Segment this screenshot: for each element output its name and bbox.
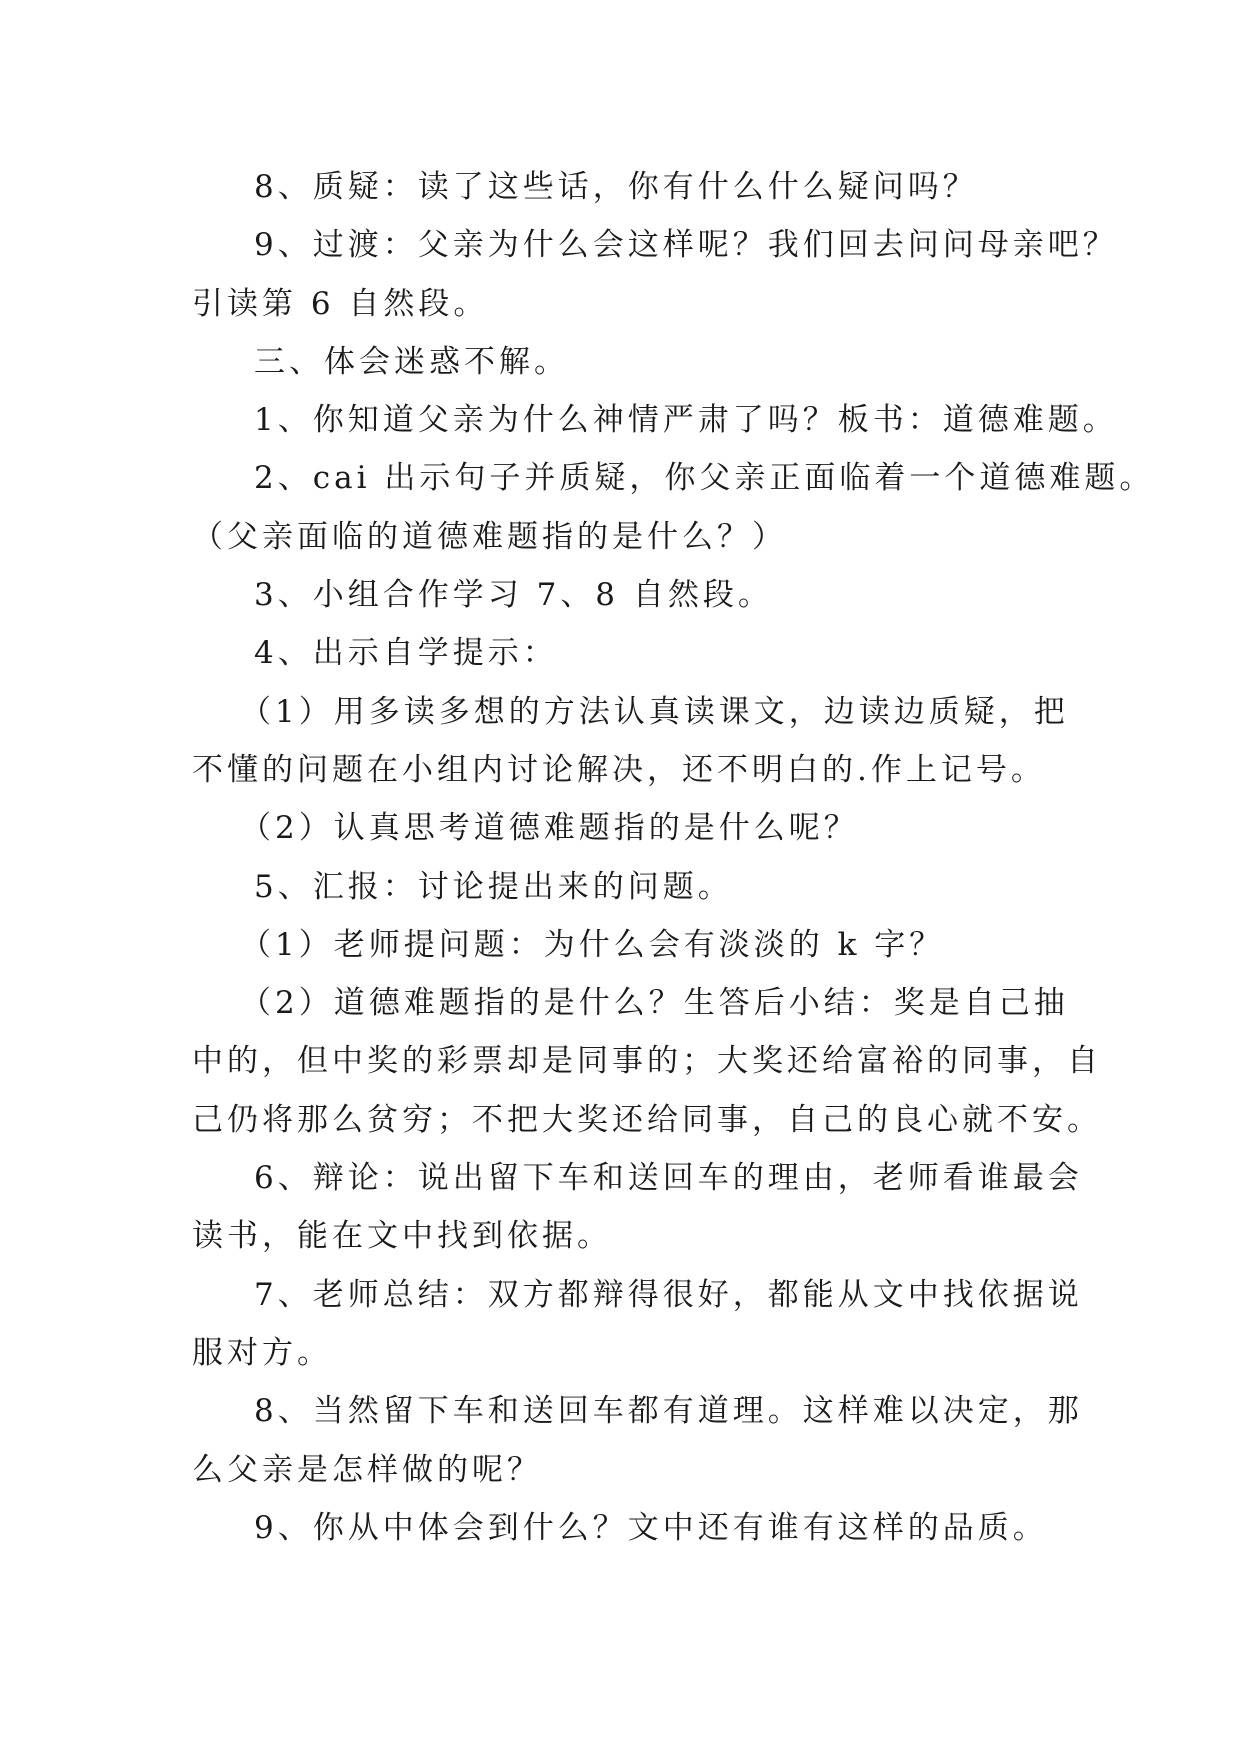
paragraph: （1）老师提问题：为什么会有淡淡的 k 字？ [240, 926, 945, 963]
paragraph: 服对方。 [192, 1334, 332, 1371]
paragraph: 9、过渡：父亲为什么会这样呢？我们回去问问母亲吧？ [254, 227, 1118, 264]
document-body [192, 158, 1155, 1557]
paragraph: 么父亲是怎样做的呢？ [192, 1451, 542, 1488]
section-heading: 三、体会迷惑不解。 [254, 343, 569, 380]
paragraph: （1）用多读多想的方法认真读课文，边读边质疑，把 [240, 693, 1069, 730]
paragraph: 不懂的问题在小组内讨论解决，还不明白的.作上记号。 [192, 751, 1046, 788]
paragraph: 读书，能在文中找到依据。 [192, 1218, 612, 1255]
paragraph: 2、cai 出示句子并质疑，你父亲正面临着一个道德难题。 [254, 460, 1155, 497]
paragraph: （2）认真思考道德难题指的是什么呢？ [240, 810, 859, 847]
paragraph: 8、当然留下车和送回车都有道理。这样难以决定，那 [254, 1393, 1083, 1430]
paragraph: 4、出示自学提示： [254, 635, 558, 672]
paragraph: 9、你从中体会到什么？文中还有谁有这样的品质。 [254, 1509, 1048, 1546]
paragraph: （父亲面临的道德难题指的是什么？） [192, 518, 787, 555]
paragraph: （2）道德难题指的是什么？生答后小结：奖是自己抽 [240, 985, 1069, 1022]
paragraph: 7、老师总结：双方都辩得很好，都能从文中找依据说 [254, 1276, 1083, 1313]
paragraph: 己仍将那么贫穷；不把大奖还给同事，自己的良心就不安。 [192, 1101, 1102, 1138]
paragraph: 3、小组合作学习 7、8 自然段。 [254, 577, 773, 614]
paragraph: 中的，但中奖的彩票却是同事的；大奖还给富裕的同事，自 [192, 1043, 1102, 1080]
paragraph: 引读第 6 自然段。 [192, 285, 489, 322]
paragraph: 8、质疑：读了这些话，你有什么什么疑问吗？ [254, 169, 978, 205]
paragraph: 6、辩论：说出留下车和送回车的理由，老师看谁最会 [254, 1160, 1083, 1197]
paragraph: 1、你知道父亲为什么神情严肃了吗？板书：道德难题。 [254, 402, 1118, 439]
paragraph: 5、汇报：讨论提出来的问题。 [254, 868, 733, 905]
